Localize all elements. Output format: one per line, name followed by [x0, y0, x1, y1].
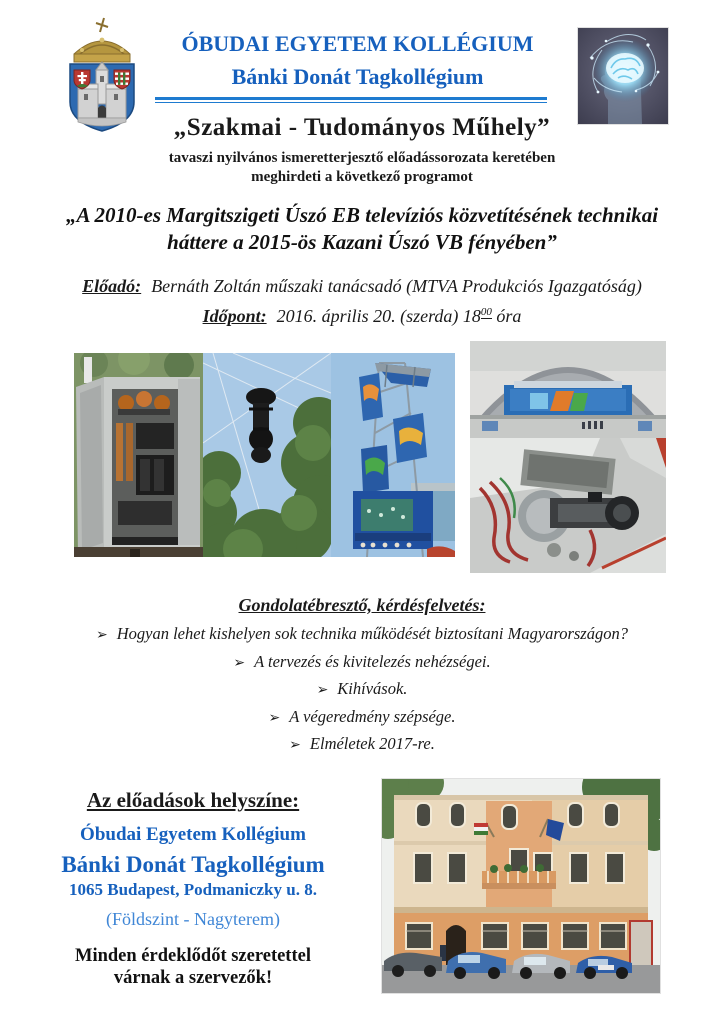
question-item: [0, 652, 724, 672]
glowing-brain-image: [578, 28, 668, 124]
diving-tower-photo: [331, 353, 455, 557]
question-item: [0, 734, 724, 754]
time-value: 2016. április 20. (szerda) 18: [276, 306, 481, 326]
question-item: [0, 707, 724, 727]
question-text: Hogyan lehet kishelyen sok technika működését biztosítani Magyarországon?: [116, 624, 628, 643]
college-name: Bánki Donát Tagkollégium: [231, 64, 484, 89]
lecture-title: [0, 202, 724, 256]
question-text: Kihívások.: [337, 679, 408, 698]
subtitle-line-2: meghirdeti a következő programot: [251, 169, 473, 185]
workshop-subtitle: [0, 149, 724, 187]
time-label: Időpont:: [202, 306, 267, 326]
broadcast-equipment-cabinet-photo: [74, 353, 203, 557]
arrow-bullet-icon: ➢: [268, 711, 281, 726]
closing-line-1: Minden érdeklődőt szeretettel: [75, 946, 311, 966]
university-name: ÓBUDAI EGYETEM KOLLÉGIUM: [181, 31, 534, 56]
presenter-label: Előadó:: [82, 276, 142, 296]
venue-organization: Óbudai Egyetem Kollégium: [80, 824, 306, 845]
workshop-title: „Szakmai - Tudományos Műhely”: [173, 114, 551, 141]
question-item: [0, 624, 724, 644]
question-text: Elméletek 2017-re.: [309, 734, 435, 753]
time-suffix: óra: [491, 306, 522, 326]
arrow-bullet-icon: ➢: [233, 656, 246, 671]
venue-address: 1065 Budapest, Podmaniczky u. 8.: [69, 880, 317, 899]
arrow-bullet-icon: ➢: [316, 683, 329, 698]
header-divider: [155, 97, 547, 103]
presenter-value: Bernáth Zoltán műszaki tanácsadó (MTVA Produkciós Igazgatóság): [151, 276, 642, 296]
question-item: [0, 679, 724, 699]
camera-equipment-closeup-photo: [470, 438, 666, 573]
time-superscript: 00: [480, 306, 492, 318]
lecture-title-line-1: „A 2010-es Margitszigeti Úszó EB televíziós közvetítésének technikai: [65, 203, 659, 227]
venue-room: (Földszint - Nagyterem): [106, 909, 280, 929]
venue-heading: Az előadások helyszíne:: [86, 788, 300, 812]
cablecam-camera-rig-photo: [203, 353, 331, 557]
lecture-title-line-2: háttere a 2015-ös Kazani Úszó VB fényében”: [167, 230, 557, 254]
venue-college: Bánki Donát Tagkollégium: [61, 852, 325, 877]
closing-message: [28, 945, 358, 989]
arrow-bullet-icon: ➢: [96, 628, 108, 643]
header-title-block: [150, 27, 565, 93]
presenter-row: [0, 276, 724, 297]
questions-heading: Gondolatébresztő, kérdésfelvetés:: [238, 595, 486, 615]
time-row: [0, 306, 724, 327]
question-text: A végeredmény szépsége.: [289, 707, 456, 726]
closing-line-2: várnak a szervezők!: [113, 968, 273, 988]
subtitle-line-1: tavaszi nyilvános ismeretterjesztő előadássorozata keretében: [168, 150, 556, 166]
college-building-photo: [382, 779, 660, 993]
arrow-bullet-icon: ➢: [289, 738, 301, 753]
question-text: A tervezés és kivitelezés nehézségei.: [254, 652, 491, 671]
kazan-arena-photo: [470, 341, 666, 438]
venue-block: [28, 788, 358, 989]
